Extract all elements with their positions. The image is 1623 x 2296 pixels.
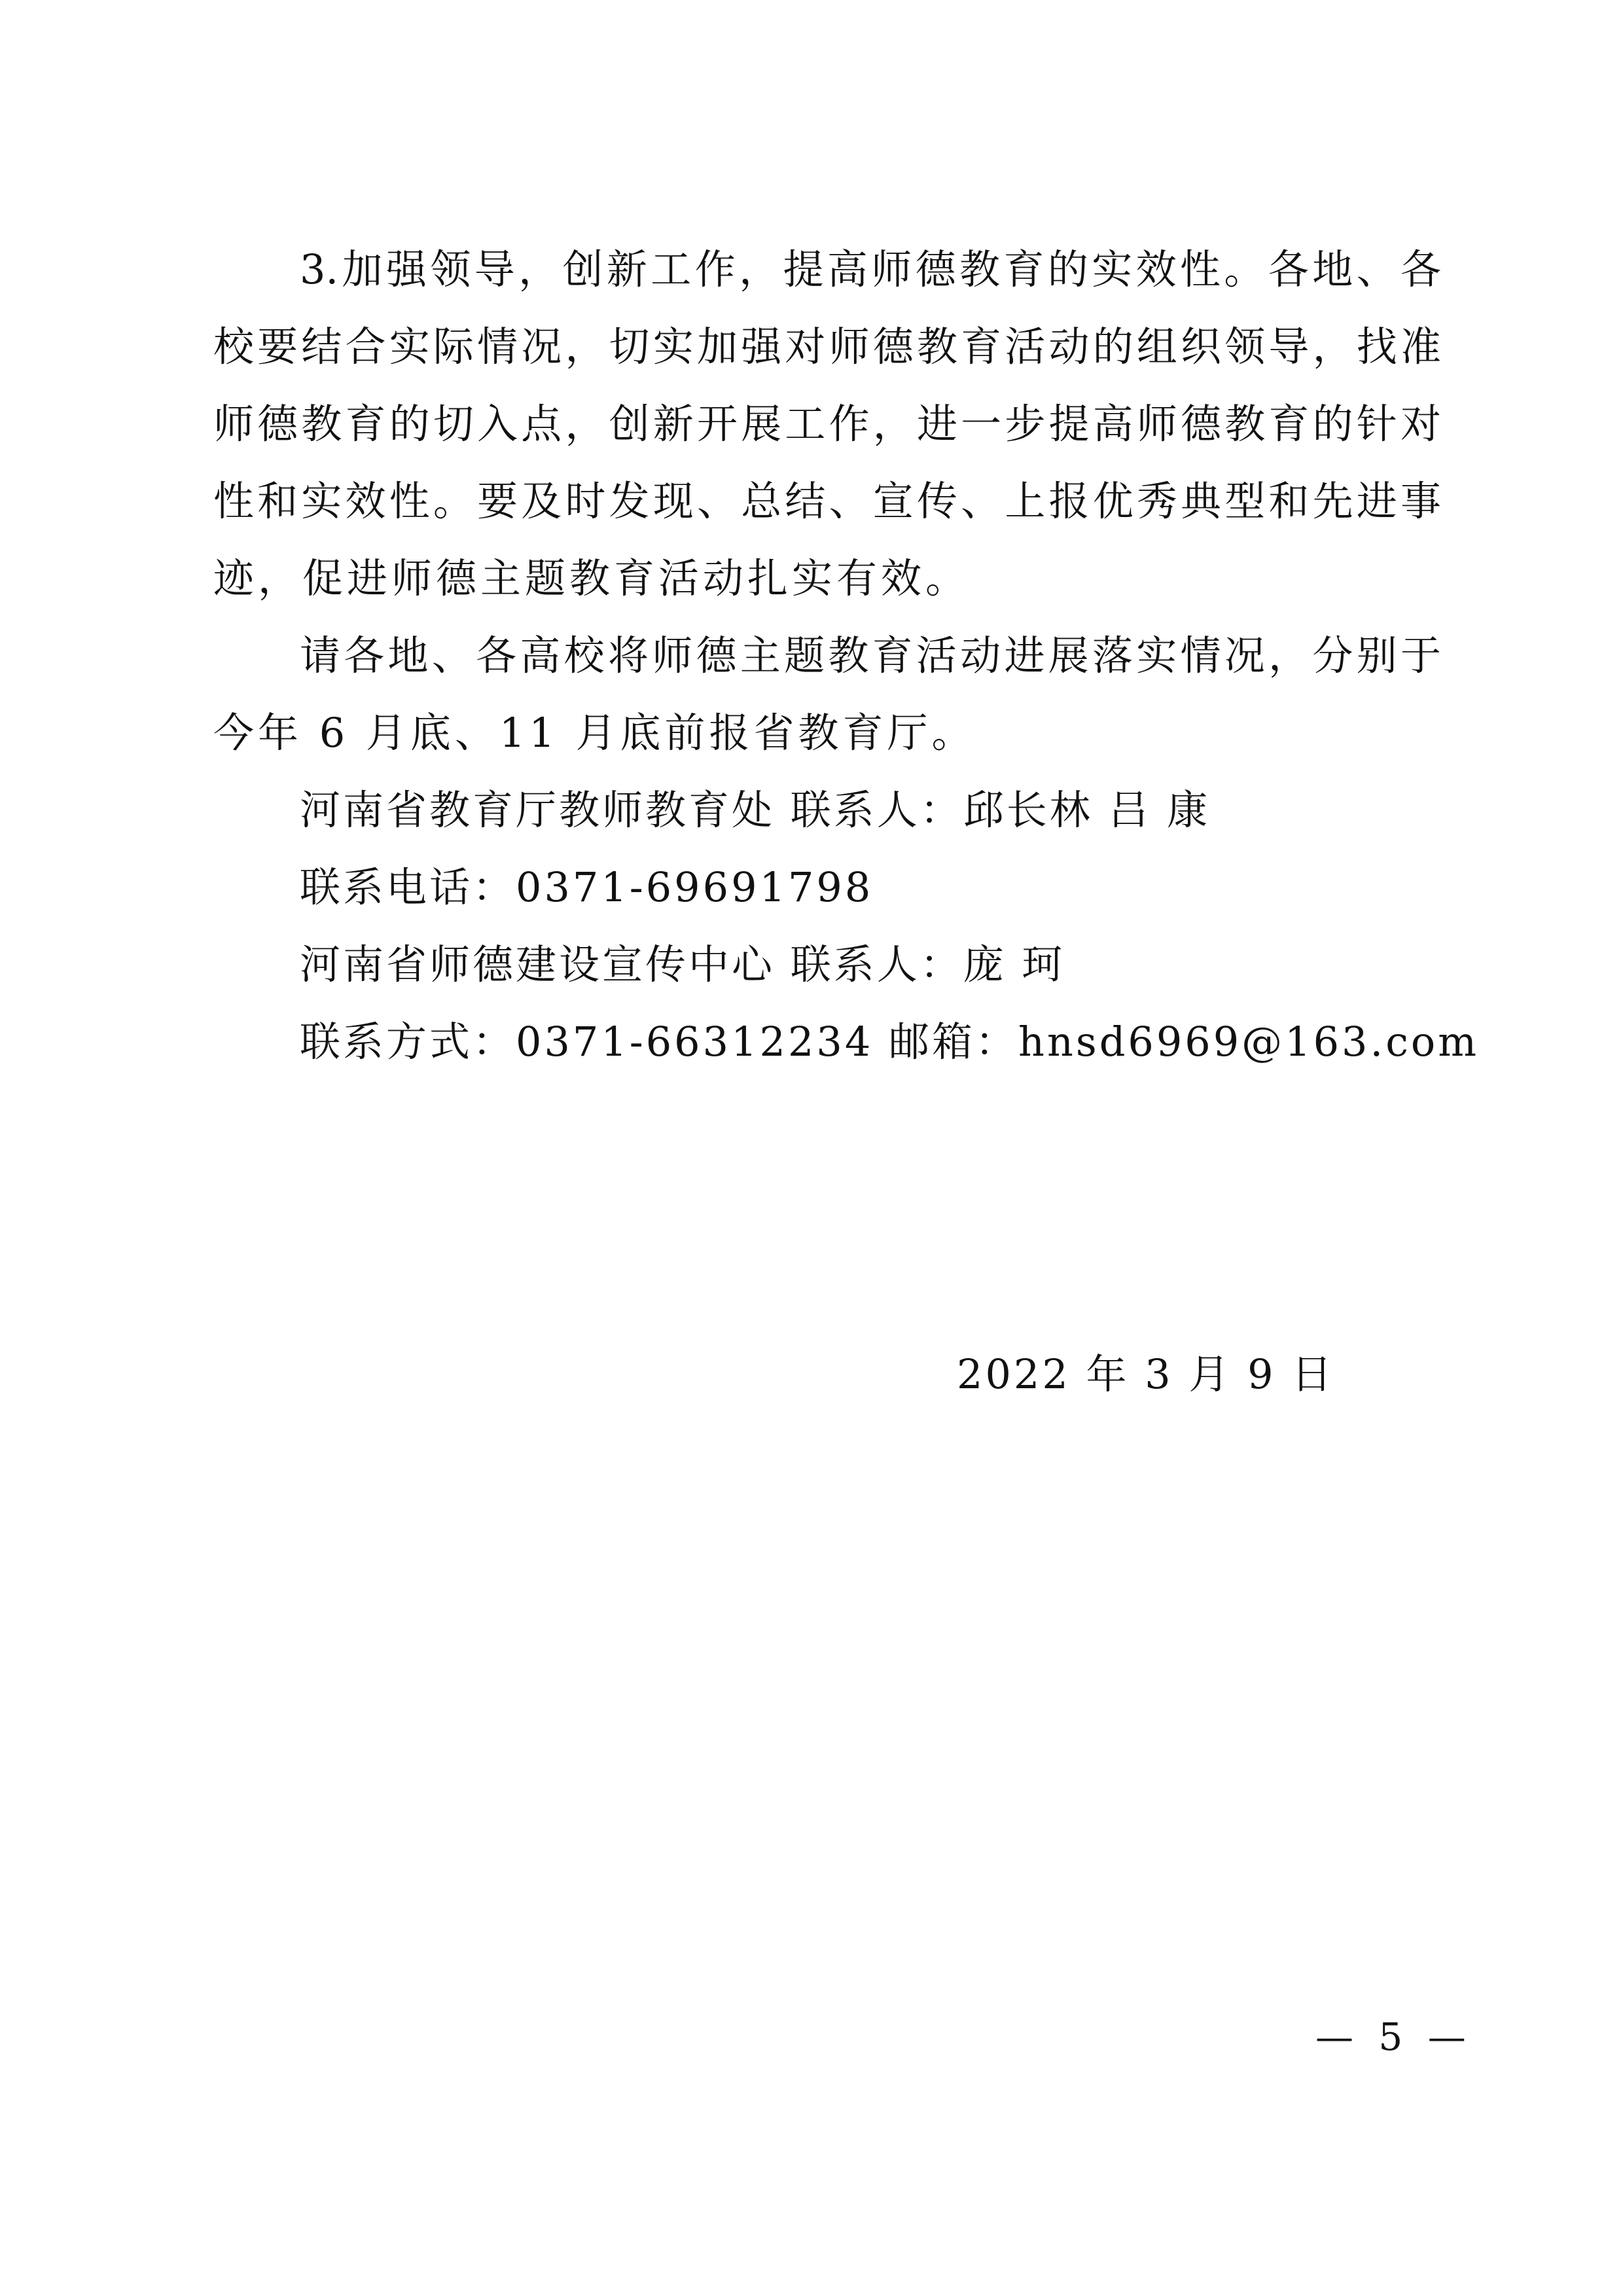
- document-date: 2022 年 3 月 9 日: [957, 1350, 1335, 1398]
- contact-line-1: 河南省教育厅教师教育处 联系人：邱长林 吕 康: [300, 786, 1211, 834]
- paragraph-3-line-3: 师德教育的切入点，创新开展工作，进一步提高师德教育的针对: [213, 400, 1441, 448]
- contact-line-3: 河南省师德建设宣传中心 联系人：庞 珂: [300, 941, 1065, 988]
- paragraph-3-line-4: 性和实效性。要及时发现、总结、宣传、上报优秀典型和先进事: [213, 477, 1441, 525]
- contact-line-2: 联系电话：0371-69691798: [300, 863, 874, 911]
- paragraph-3-line-5: 迹，促进师德主题教育活动扎实有效。: [213, 554, 971, 602]
- report-paragraph-line-2: 今年 6 月底、11 月底前报省教育厅。: [213, 709, 976, 757]
- paragraph-3-line-1: 3.加强领导，创新工作，提高师德教育的实效性。各地、各: [300, 245, 1441, 293]
- paragraph-3-line-2: 校要结合实际情况，切实加强对师德教育活动的组织领导，找准: [213, 323, 1441, 370]
- contact-line-4: 联系方式：0371-66312234 邮箱：hnsd6969@163.com: [300, 1018, 1480, 1066]
- page-number: — 5 —: [1315, 2015, 1472, 2059]
- report-paragraph-line-1: 请各地、各高校将师德主题教育活动进展落实情况，分别于: [300, 632, 1441, 679]
